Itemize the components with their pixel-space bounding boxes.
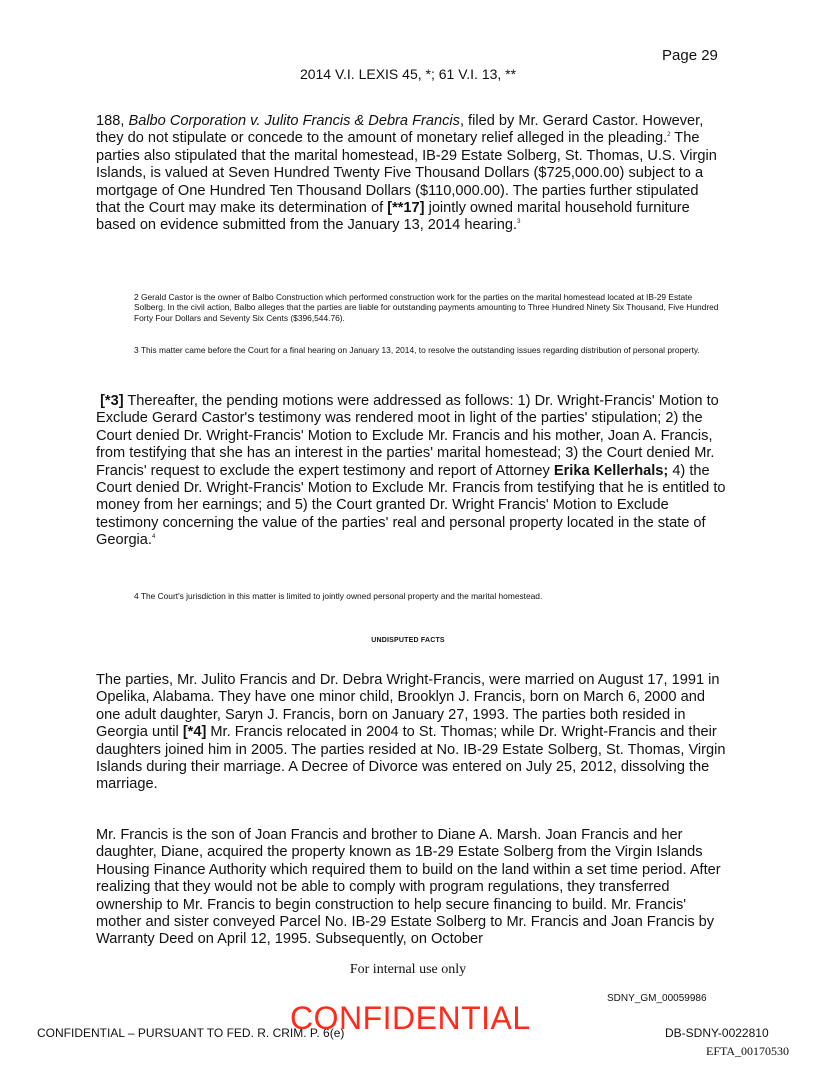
attorney-name: Erika Kellerhals;: [553, 462, 669, 479]
paragraph-continuation: [96, 113, 726, 235]
page-number: Page 29: [662, 47, 718, 64]
bates-number-gm: SDNY_GM_00059986: [607, 993, 707, 1004]
para1-text-2: , filed by Mr. Gerard Castor. However, they do not stipulate or concede to the amount of monetary relief alleged in the pleading.: [96, 113, 704, 147]
para1-text-4: jointly owned marital household furniture based on evidence submitted from the January 13, 2014 hearing.: [96, 200, 690, 234]
para1-text-1: 188,: [96, 113, 129, 129]
page-marker-4: [*4]: [182, 724, 207, 741]
page-marker-17: [**17]: [387, 200, 425, 217]
footnote-4: 4 The Court's jurisdiction in this matter is limited to jointly owned personal property and the marital homestead.: [134, 591, 543, 601]
para1-text-3: The parties also stipulated that the marital homestead, IB-29 Estate Solberg, St. Thomas, U.S. Virgin Islands, is valued at Seven Hundred Twenty Five Thousand Dollars ($725,000.00) subject to a mortgage of One Hundred Ten Thousand Dollars ($110,000.00). The parties further stipulated that the Court may make its determination of: [96, 130, 717, 217]
footnote-ref-2[interactable]: 2: [667, 132, 671, 139]
bates-number-db: DB-SDNY-0022810: [665, 1026, 769, 1040]
para2-text-1: Thereafter, the pending motions were addressed as follows: 1) Dr. Wright-Francis' Motion to Exclude Gerard Castor's testimony was rendered moot in light of the parties' stipulation; 2) the Court denied Dr. Wright-Francis' Motion to Exclude Mr. Francis and his mother, Joan A. Francis, from testifying that she has an interest in the parties' marital homestead; 3) the Court denied Mr. Francis' request to exclude the expert testimony and report of Attorney: [96, 393, 719, 479]
confidential-notice: CONFIDENTIAL – PURSUANT TO FED. R. CRIM. P. 6(e): [37, 1026, 345, 1040]
footnote-ref-4[interactable]: 4: [151, 534, 156, 541]
efta-number: EFTA_00170530: [706, 1044, 790, 1058]
page-marker-3: [*3]: [100, 393, 124, 409]
paragraph-facts: [96, 672, 726, 794]
footnote-3: 3 This matter came before the Court for a final hearing on January 13, 2014, to resolve the outstanding issues regarding distribution of personal property.: [134, 345, 700, 355]
para3-text-1: The parties, Mr. Julito Francis and Dr. Debra Wright-Francis, were married on August 17, 1991 in Opelika, Alabama. They have one minor child, Brooklyn J. Francis, born on March 6, 2000 and one adult daughter, Saryn J. Francis, born on January 27, 1993. The parties both resided in Georgia until: [96, 672, 720, 741]
internal-use-notice: For internal use only: [349, 962, 467, 977]
footnote-ref-3[interactable]: 3: [517, 219, 521, 226]
para4-text: Mr. Francis is the son of Joan Francis and brother to Diane A. Marsh. Joan Francis and her daughter, Diane, acquired the property known as 1B-29 Estate Solberg from the Virgin Islands Housing Finance Authority which required them to build on the land within a set time period. After realizing that they would not be able to comply with program regulations, they transferred ownership to Mr. Francis to begin construction to help secure financing to build. Mr. Francis' mother and sister conveyed Parcel No. IB-29 Estate Solberg to Mr. Francis and Joan Francis by Warranty Deed on April 12, 1995. Subsequently, on October: [96, 827, 721, 948]
case-name: Balbo Corporation v. Julito Francis & Debra Francis: [128, 113, 460, 129]
para2-text-2: 4) the Court denied Dr. Wright-Francis' Motion to Exclude Mr. Francis from testifying that he is entitled to money from her earnings; and 5) the Court granted Dr. Wright Francis' Motion to Exclude testimony concerning the value of the parties' real and personal property located in the state of Georgia.: [96, 462, 726, 549]
confidential-stamp: CONFIDENTIAL: [290, 1000, 531, 1036]
paragraph-motions: [96, 393, 726, 550]
citation-header: 2014 V.I. LEXIS 45, *; 61 V.I. 13, **: [299, 66, 517, 82]
footnote-2: 2 Gerald Castor is the owner of Balbo Construction which performed construction work for the parties on the marital homestead located at IB-29 Estate Solberg. In the civil action, Balbo alleges that the parties are liable for outstanding payments amounting to Three Hundred Ninety Six Thousand, Five Hundred Forty Four Dollars and Seventy Six Cents ($396,544.76).: [134, 292, 719, 323]
section-heading: UNDISPUTED FACTS: [371, 637, 445, 644]
para3-text-2: Mr. Francis relocated in 2004 to St. Thomas; while Dr. Wright-Francis and their daughters joined him in 2005. The parties resided at No. IB-29 Estate Solberg, St. Thomas, Virgin Islands during their marriage. A Decree of Divorce was entered on July 25, 2012, dissolving the marriage.: [96, 724, 726, 793]
paragraph-property: [96, 827, 726, 949]
